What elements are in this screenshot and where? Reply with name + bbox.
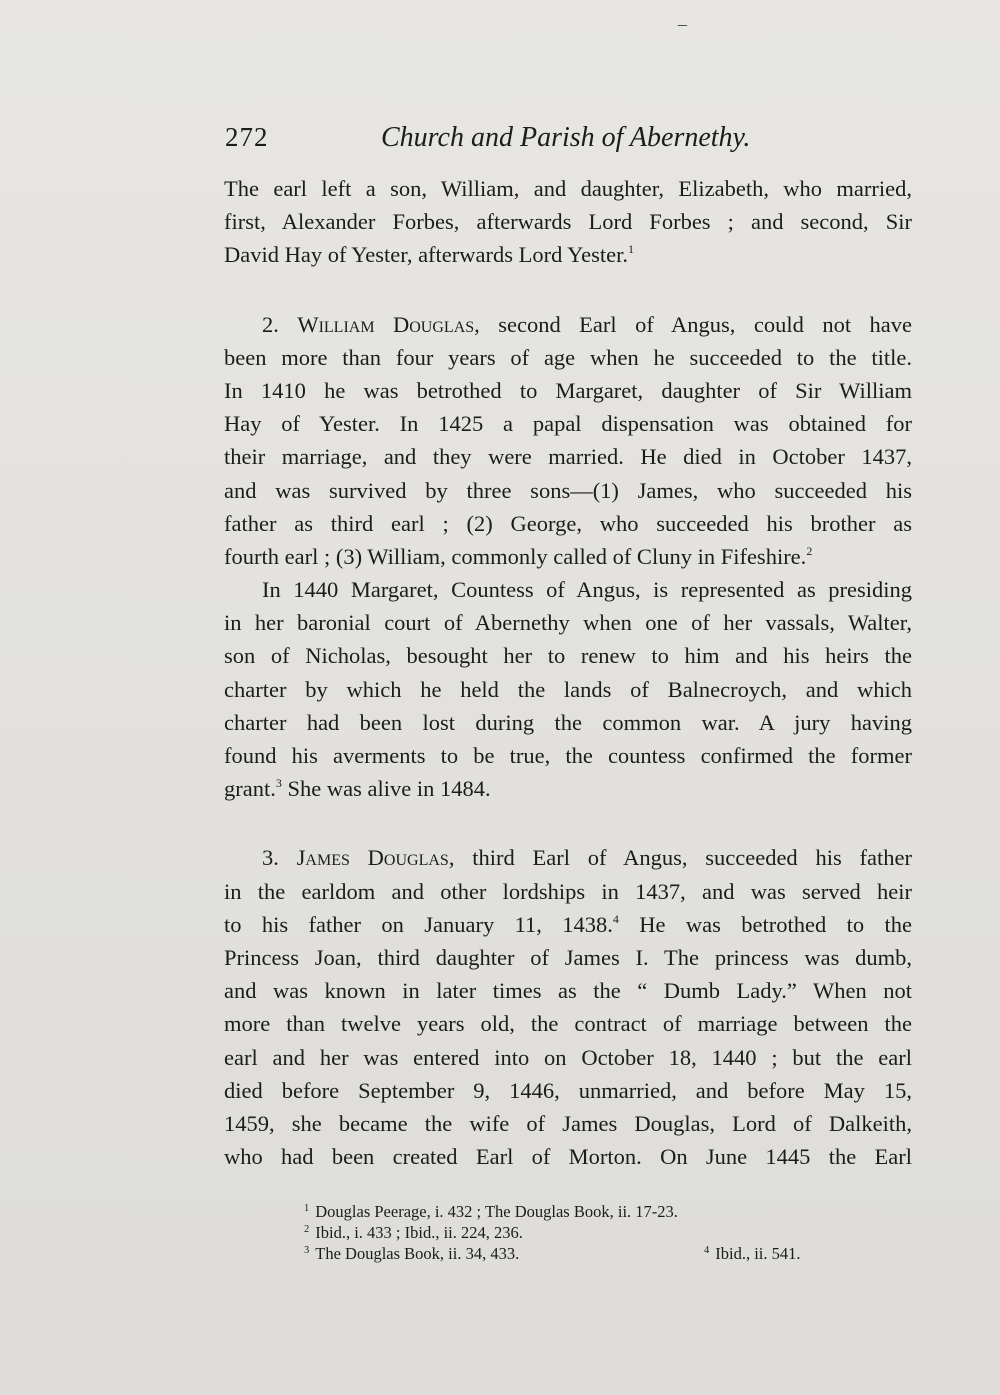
text-line: more than twelve years old, the contract of marriage between the: [224, 1011, 912, 1037]
footnote-text: Douglas Peerage, i. 432 ; The Douglas Book, ii. 17-23.: [315, 1202, 678, 1221]
text-segment: He was betrothed to the: [618, 911, 913, 937]
entry-number: 2.: [262, 311, 279, 337]
footnotes: [304, 1198, 824, 1261]
edge-mark: –: [678, 14, 687, 34]
footnote-ref: 2: [806, 543, 813, 558]
text-line: in her baronial court of Abernethy when one of her vassals, Walter,: [224, 610, 912, 636]
text-line: [224, 308, 912, 341]
text-line: their marriage, and they were married. He died in October 1437,: [224, 444, 912, 470]
paragraph-gap: [224, 805, 912, 841]
running-title: Church and Parish of Abernethy.: [381, 122, 751, 153]
text-line: [224, 238, 912, 271]
footnote: [304, 1240, 824, 1261]
footnote-text: Ibid., i. 433 ; Ibid., ii. 224, 236.: [315, 1223, 523, 1242]
text-line: In 1410 he was betrothed to Margaret, daughter of Sir William: [224, 377, 912, 403]
text-line: Princess Joan, third daughter of James I. The princess was dumb,: [224, 944, 912, 970]
footnote-text: Ibid., ii. 541.: [715, 1244, 801, 1263]
entry-number: 3.: [262, 845, 279, 871]
paragraph-gap: [224, 272, 912, 308]
text-line: 1459, she became the wife of James Douglas, Lord of Dalkeith,: [224, 1110, 912, 1136]
text-line: The earl left a son, William, and daughter, Elizabeth, who married,: [224, 176, 912, 201]
text-line: first, Alexander Forbes, afterwards Lord Forbes ; and second, Sir: [224, 209, 912, 235]
text-segment: fourth earl ; (3) William, commonly called of Cluny in Fifeshire.: [224, 543, 807, 569]
text-segment: to his father on January 11, 1438.: [224, 911, 613, 937]
footnote: [704, 1240, 801, 1264]
entry-name: James Douglas: [296, 845, 449, 871]
entry-name: William Douglas: [297, 311, 475, 337]
text-line: [224, 841, 912, 874]
running-head: [225, 122, 770, 162]
footnote-marker: 2: [304, 1224, 310, 1235]
text-segment: grant.: [224, 776, 276, 802]
text-line: earl and her was entered into on October 18, 1440 ; but the earl: [224, 1044, 912, 1070]
text-line: son of Nicholas, besought her to renew to him and his heirs the: [224, 643, 912, 669]
footnote-ref: 4: [612, 911, 619, 926]
footnote-text: The Douglas Book, ii. 34, 433.: [315, 1244, 520, 1263]
text-line: [224, 908, 912, 941]
text-line: who had been created Earl of Morton. On June 1445 the Earl: [224, 1144, 912, 1170]
footnote-marker: 4: [704, 1245, 710, 1256]
page-number: 272: [225, 122, 269, 152]
text-segment: David Hay of Yester, afterwards Lord Yester.: [224, 242, 629, 268]
footnote-ref: 3: [275, 776, 282, 791]
body-text: [224, 172, 912, 1173]
text-line: in the earldom and other lordships in 1437, and was served heir: [224, 878, 912, 904]
text-line: been more than four years of age when he succeeded to the title.: [224, 344, 912, 370]
footnote: [304, 1219, 824, 1240]
text-segment: , second Earl of Angus, could not have: [474, 311, 912, 337]
text-line: [224, 540, 912, 573]
text-line: and was survived by three sons—(1) James, who succeeded his: [224, 477, 912, 503]
text-line: charter by which he held the lands of Balnecroych, and which: [224, 676, 912, 702]
text-line: died before September 9, 1446, unmarried, and before May 15,: [224, 1077, 912, 1103]
footnote: [304, 1198, 824, 1219]
text-line: In 1440 Margaret, Countess of Angus, is represented as presiding: [262, 577, 912, 603]
text-line: found his averments to be true, the countess confirmed the former: [224, 743, 912, 768]
footnote-marker: 1: [304, 1203, 310, 1214]
text-line: father as third earl ; (2) George, who succeeded his brother as: [224, 510, 912, 536]
text-line: Hay of Yester. In 1425 a papal dispensation was obtained for: [224, 411, 912, 437]
text-segment: She was alive in 1484.: [281, 776, 491, 802]
footnote-marker: 3: [304, 1245, 310, 1256]
text-line: charter had been lost during the common war. A jury having: [224, 709, 912, 735]
text-segment: , third Earl of Angus, succeeded his father: [448, 845, 912, 871]
text-line: and was known in later times as the “ Dumb Lady.” When not: [224, 978, 912, 1004]
footnote-ref: 1: [628, 242, 635, 257]
text-line: [224, 772, 912, 805]
